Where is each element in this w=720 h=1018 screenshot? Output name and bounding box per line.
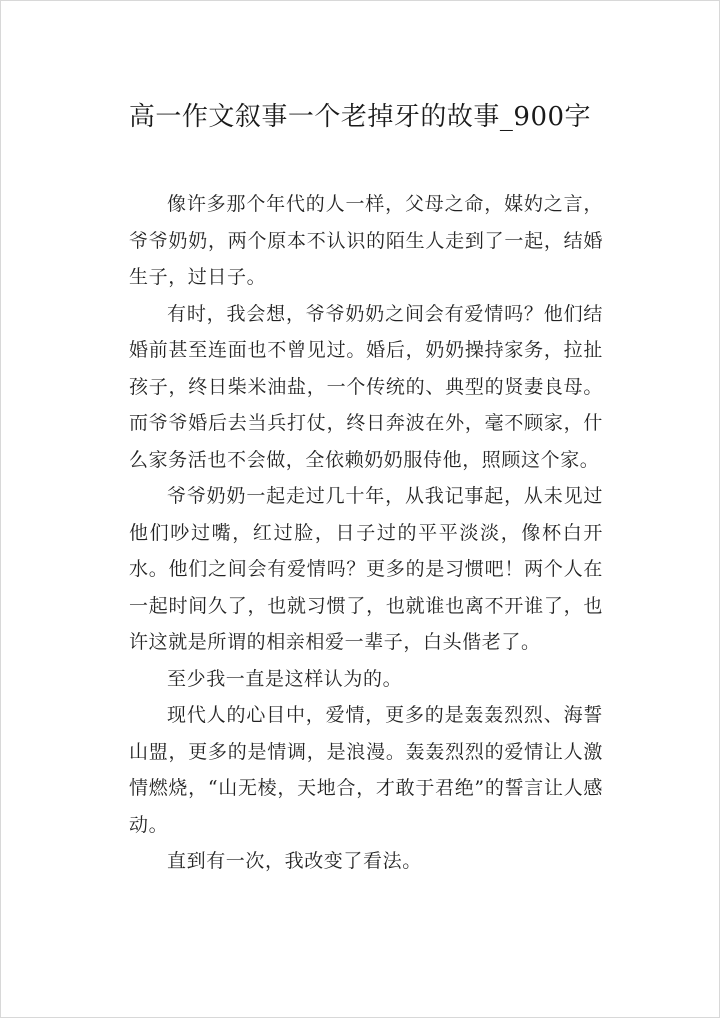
paragraph: 至少我一直是这样认为的。	[167, 667, 403, 690]
paragraph: 像许多那个年代的人一样，父母之命，媒妁之言，爷爷奶奶，两个原本不认识的陌生人走到了一起，结婚生子，过日子。	[129, 193, 603, 288]
document-title: 高一作文叙事一个老掉牙的故事_900字	[128, 102, 592, 132]
document-body	[129, 186, 603, 880]
paragraph: 爷爷奶奶一起走过几十年，从我记事起，从未见过他们吵过嘴，红过脸，日子过的平平淡淡，像杯白开水。他们之间会有爱情吗？更多的是习惯吧！两个人在一起时间久了，也就习惯了，也就谁也离不开谁了，也许这就是所谓的相亲相爱一辈子，白头偕老了。	[129, 485, 603, 653]
paragraph: 现代人的心目中，爱情，更多的是轰轰烈烈、海誓山盟，更多的是情调，是浪漫。轰轰烈烈的爱情让人激情燃烧，“山无棱，天地合，才敢于君绝”的誓言让人感动。	[129, 704, 603, 836]
paragraph: 直到有一次，我改变了看法。	[167, 850, 422, 872]
paragraph: 有时，我会想，爷爷奶奶之间会有爱情吗？他们结婚前甚至连面也不曾见过。婚后，奶奶操持家务，拉扯孩子，终日柴米油盐，一个传统的、典型的贤妻良母。而爷爷婚后去当兵打仗，终日奔波在外，毫不顾家，什么家务活也不会做，全依赖奶奶服侍他，照顾这个家。	[129, 302, 603, 471]
